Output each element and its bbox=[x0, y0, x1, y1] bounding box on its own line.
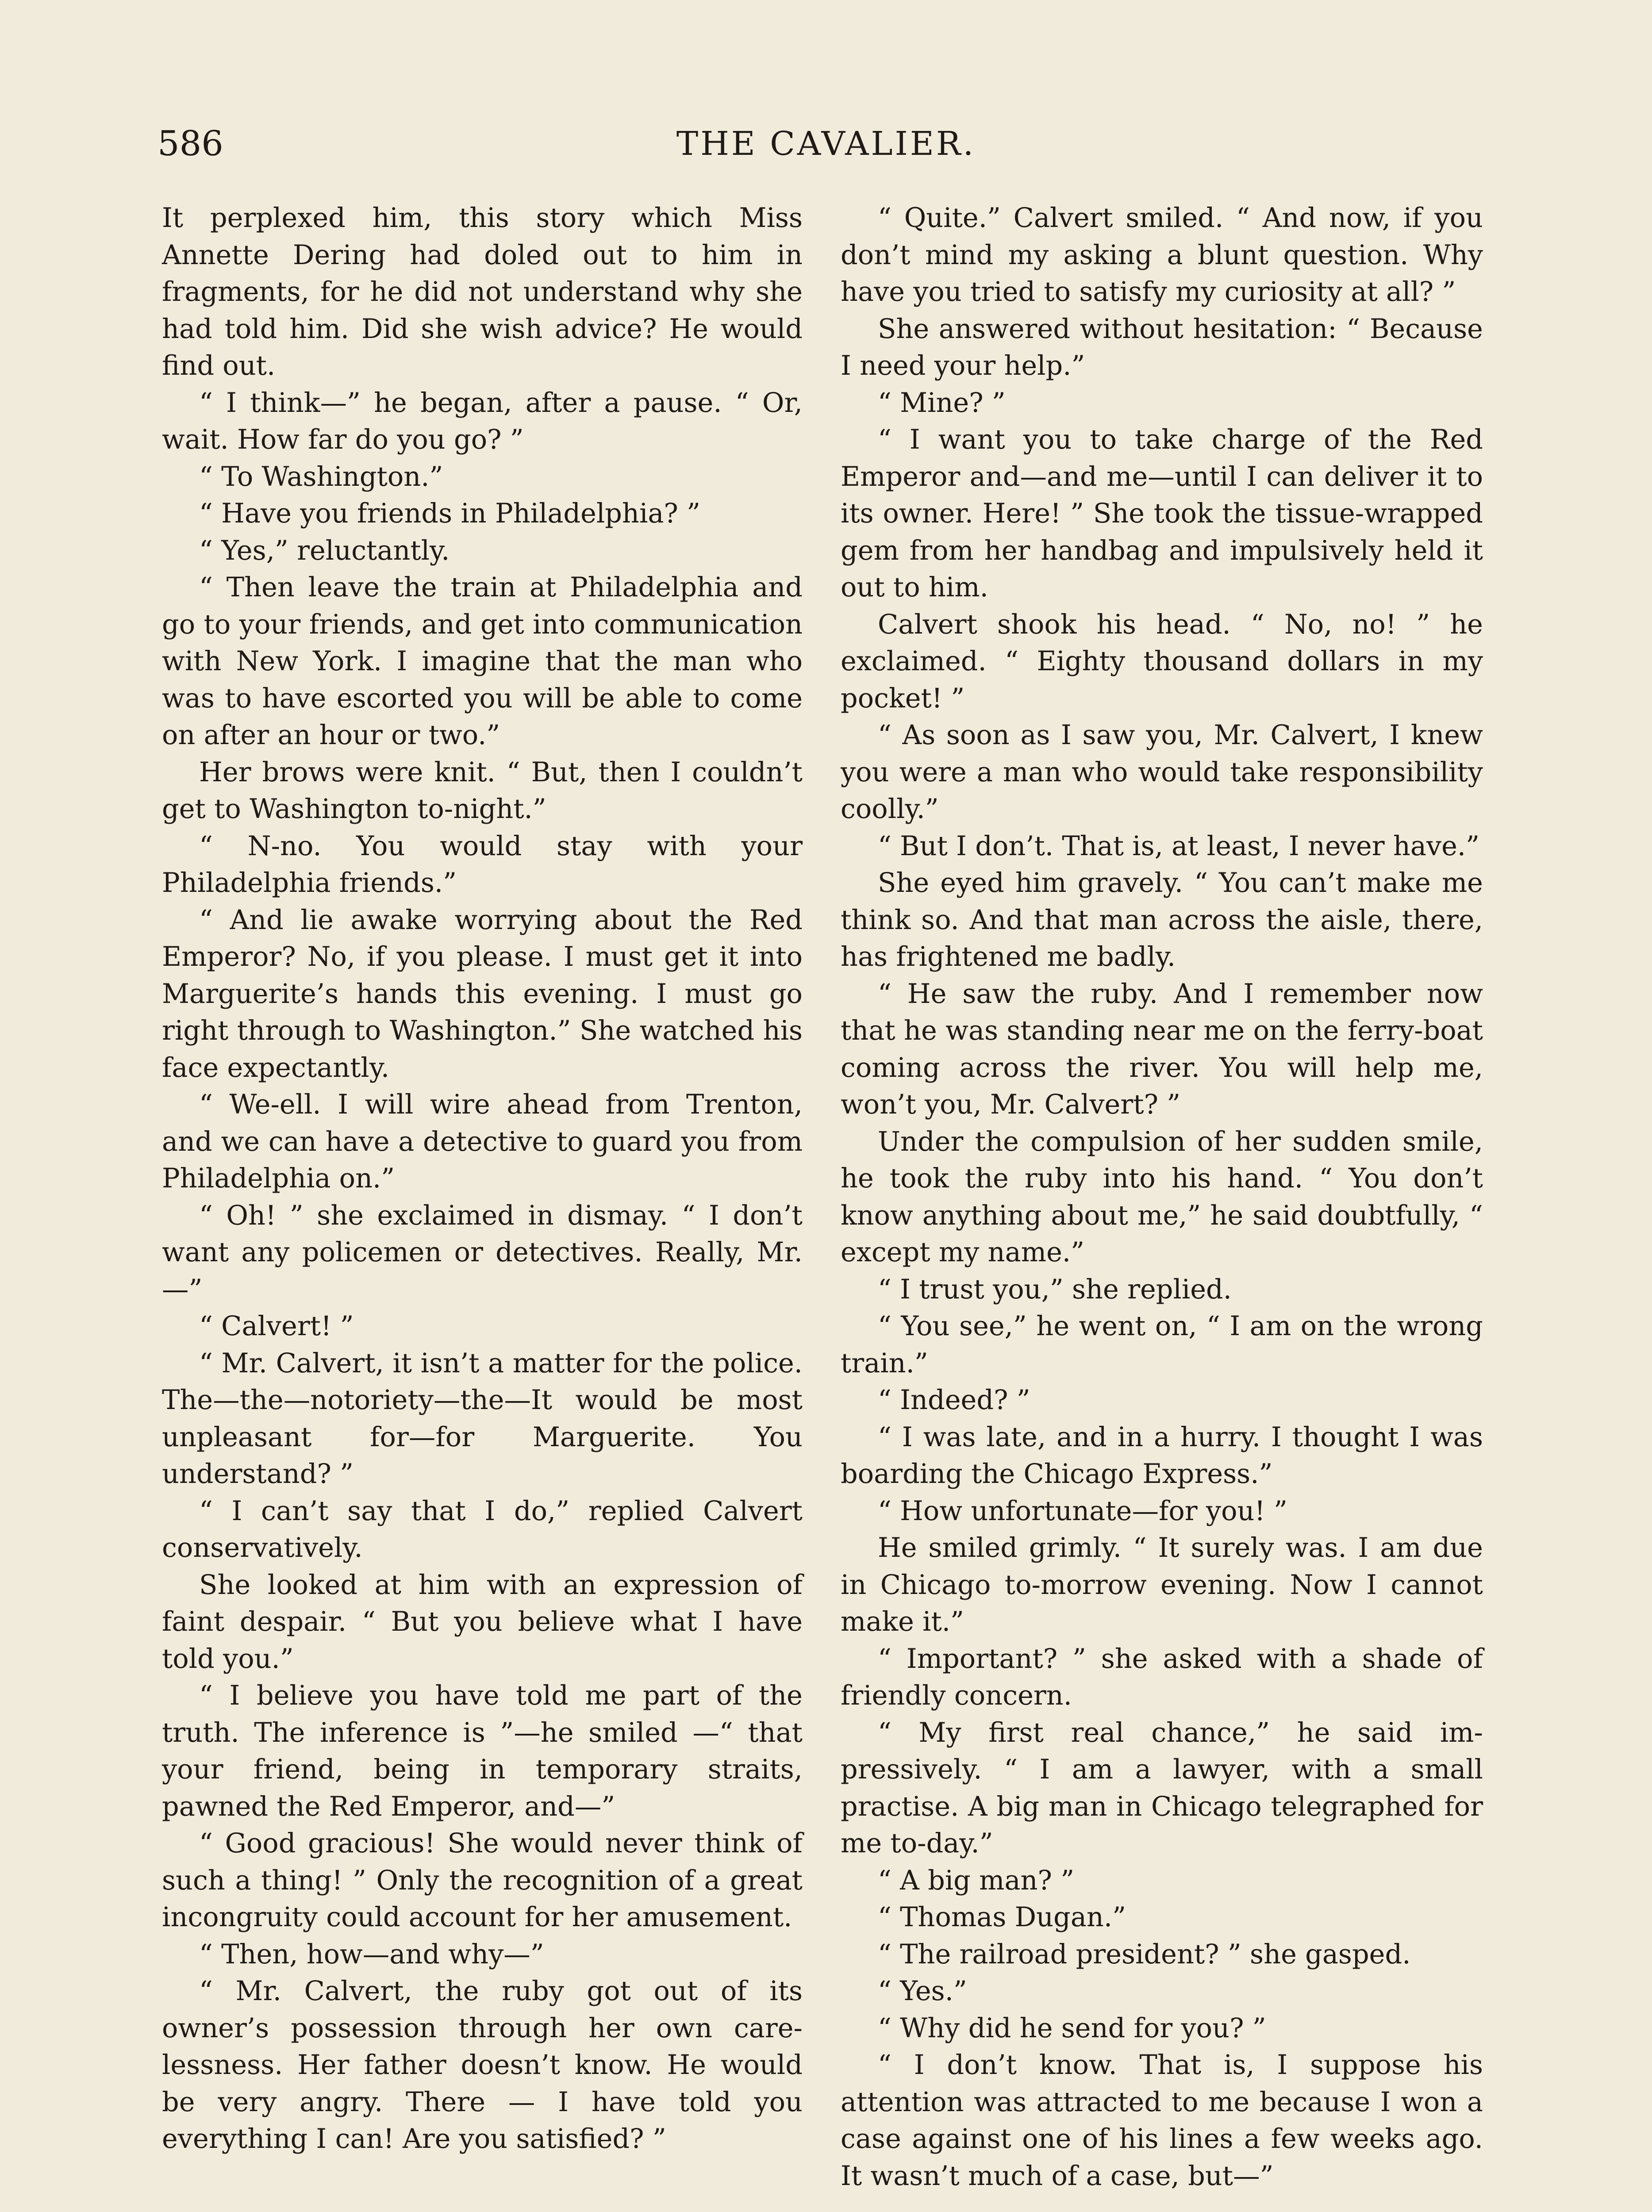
paragraph: She looked at him with an expression of faint despair. “ But you believe what I have told you.” bbox=[162, 1569, 803, 1674]
paragraph: She answered without hesitation: “ Because I need your help.” bbox=[841, 313, 1483, 381]
paragraph: “ I can’t say that I do,” replied Calvert conservatively. bbox=[162, 1495, 803, 1563]
paragraph: “ A big man? ” bbox=[878, 1865, 1075, 1896]
paragraph: She eyed him gravely. “ You can’t make me think so. And that man across the aisle, there, has frightened me badly. bbox=[841, 868, 1483, 972]
page-header bbox=[0, 119, 1652, 168]
left-text-column bbox=[162, 200, 803, 2158]
paragraph: “ Then leave the train at Philadelphia and go to your friends, and get into communication with New York. I imagine that the man who was to have escorted you will be able to come on after an hour or two.” bbox=[162, 572, 803, 751]
paragraph: “ I want you to take charge of the Red Emperor and—and me—until I can deliver it to its owner. Here! ” She took the tissue-wrapped gem from her handbag and impulsively held it out to him. bbox=[841, 424, 1483, 603]
paragraph: “ I believe you have told me part of the truth. The inference is ”—he smiled —“ that your friend, being in temporary straits, pawned the Red Emperor, and—” bbox=[162, 1680, 803, 1822]
paragraph: “ As soon as I saw you, Mr. Calvert, I knew you were a man who would take responsibility coolly.” bbox=[841, 720, 1483, 825]
running-title: THE CAVALIER. bbox=[676, 125, 976, 163]
paragraph: “ Mine? ” bbox=[878, 387, 1006, 419]
paragraph: “ Have you friends in Philadelphia? ” bbox=[199, 498, 701, 529]
paragraph: “ I was late, and in a hurry. I thought I was boarding the Chicago Express.” bbox=[841, 1421, 1483, 1490]
paragraph: “ The railroad president? ” she gasped. bbox=[878, 1939, 1411, 1970]
paragraph: “ Mr. Calvert, it isn’t a matter for the police. The—the—notoriety—the—It would be most unpleasant for—for Marguerite. You understand? ” bbox=[162, 1348, 803, 1490]
paragraph: “ But I don’t. That is, at least, I never have.” bbox=[878, 830, 1480, 862]
paragraph: “ Yes,” reluctantly. bbox=[199, 535, 450, 566]
paragraph: “ He saw the ruby. And I remember now that he was standing near me on the ferry-boat coming across the river. You will help me, won’t you, Mr. Calvert? ” bbox=[841, 978, 1483, 1120]
paragraph: “ We-ell. I will wire ahead from Trenton, and we can have a detective to guard you from Philadelphia on.” bbox=[162, 1089, 803, 1194]
paragraph: Calvert shook his head. “ No, no! ” he exclaimed. “ Eighty thousand dollars in my pocket! ” bbox=[841, 609, 1483, 714]
paragraph: “ N-no. You would stay with your Philadelphia friends.” bbox=[162, 830, 803, 899]
paragraph: He smiled grimly. “ It surely was. I am due in Chicago to-morrow evening. Now I cannot make it.” bbox=[841, 1532, 1483, 1637]
paragraph: “ Mr. Calvert, the ruby got out of its owner’s possession through her own carelessness. Her father doesn’t know. He would be very angry. There — I have told you everything I can! Are you satisfied? ” bbox=[162, 1976, 803, 2154]
paragraph: “ How unfortunate—for you! ” bbox=[878, 1495, 1287, 1527]
page-number: 586 bbox=[158, 124, 223, 164]
paragraph: “ Why did he send for you? ” bbox=[878, 2012, 1266, 2044]
paragraph: “ I think—” he began, after a pause. “ Or, wait. How far do you go? ” bbox=[162, 387, 803, 455]
paragraph: “ Quite.” Calvert smiled. “ And now, if you don’t mind my asking a blunt question. Why have you tried to satisfy my curiosity at all? ” bbox=[841, 203, 1483, 307]
paragraph: “ To Washington.” bbox=[199, 461, 443, 492]
paragraph: “ Yes.” bbox=[878, 1976, 967, 2007]
paragraph: “ Good gracious! She would never think of such a thing! ” Only the recognition of a great incongruity could account for her amusement. bbox=[162, 1828, 803, 1933]
paragraph: “ Calvert! ” bbox=[199, 1311, 354, 1342]
paragraph: “ Indeed? ” bbox=[878, 1385, 1030, 1416]
right-text-column bbox=[841, 200, 1483, 2195]
paragraph: “ Oh! ” she exclaimed in dismay. “ I don’t want any policemen or detectives. Really, Mr.—” bbox=[162, 1200, 803, 1305]
paragraph: “ Then, how—and why—” bbox=[199, 1939, 544, 1970]
paragraph: Under the compulsion of her sudden smile, he took the ruby into his hand. “ You don’t know anything about me,” he said doubtfully, “ except my name.” bbox=[841, 1126, 1483, 1268]
paragraph: Her brows were knit. “ But, then I couldn’t get to Washington to-night.” bbox=[162, 757, 803, 825]
paragraph: “ You see,” he went on, “ I am on the wrong train.” bbox=[841, 1311, 1483, 1379]
paragraph: “ Thomas Dugan.” bbox=[878, 1902, 1126, 1933]
paragraph: “ My first real chance,” he said impressively. “ I am a lawyer, with a small practise. A big man in Chicago telegraphed for me to-day.” bbox=[841, 1717, 1483, 1859]
paragraph: “ And lie awake worrying about the Red Emperor? No, if you please. I must get it into Marguerite’s hands this evening. I must go right through to Washington.” She watched his face expectantly. bbox=[162, 904, 803, 1083]
paragraph: “ Important? ” she asked with a shade of friendly concern. bbox=[841, 1643, 1483, 1711]
paragraph: “ I trust you,” she replied. bbox=[878, 1274, 1232, 1305]
paragraph: It perplexed him, this story which Miss Annette Dering had doled out to him in fragments, for he did not understand why she had told him. Did she wish advice? He would find out. bbox=[162, 203, 803, 381]
paragraph: “ I don’t know. That is, I suppose his attention was attracted to me because I won a case against one of his lines a few weeks ago. It wasn’t much of a case, but—” bbox=[841, 2050, 1483, 2192]
